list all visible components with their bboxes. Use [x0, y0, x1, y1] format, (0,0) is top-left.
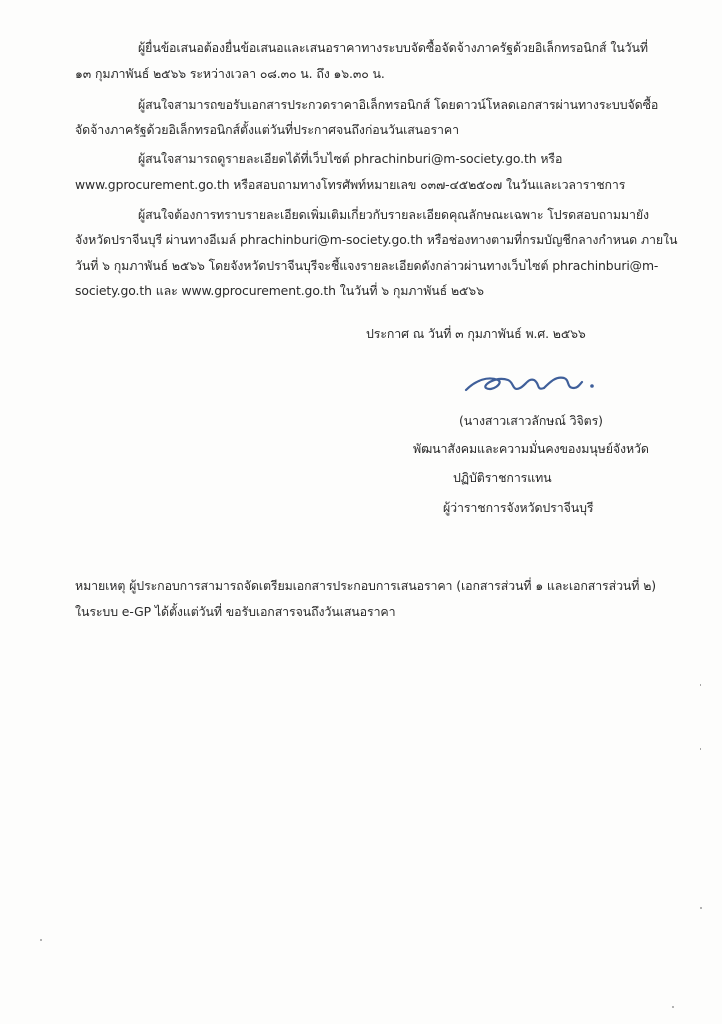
paragraph-4-line-3: วันที่ ๖ กุมภาพันธ์ ๒๕๖๖ โดยจังหวัดปราจีนบุรีจะชี้แจงรายละเอียดดังกล่าวผ่านทางเว็บไซต์ phrachinburi@m-	[75, 258, 659, 273]
note-line-2: ในระบบ e-GP ได้ตั้งแต่วันที่ ขอรับเอกสารจนถึงวันเสนอราคา	[75, 604, 396, 619]
scan-speck	[700, 684, 701, 686]
scan-speck	[700, 907, 702, 909]
paragraph-2-line-1: ผู้สนใจสามารถขอรับเอกสารประกวดราคาอิเล็กทรอนิกส์ โดยดาวน์โหลดเอกสารผ่านทางระบบจัดซื้อ	[138, 97, 659, 112]
scan-speck	[700, 748, 701, 750]
signatory-position: พัฒนาสังคมและความมั่นคงของมนุษย์จังหวัด	[413, 441, 649, 456]
scan-speck	[672, 1006, 674, 1008]
note-line-1: หมายเหตุ ผู้ประกอบการสามารถจัดเตรียมเอกสารประกอบการเสนอราคา (เอกสารส่วนที่ ๑ และเอกสารส่วนที่ ๒)	[75, 578, 657, 593]
paragraph-4-line-4: society.go.th และ www.gprocurement.go.th ในวันที่ ๖ กุมภาพันธ์ ๒๕๖๖	[75, 283, 484, 298]
paragraph-3-line-1: ผู้สนใจสามารถดูรายละเอียดได้ที่เว็บไซต์ phrachinburi@m-society.go.th หรือ	[138, 151, 563, 166]
signatory-name: (นางสาวเสาวลักษณ์ วิจิตร)	[459, 413, 603, 428]
paragraph-4-line-1: ผู้สนใจต้องการทราบรายละเอียดเพิ่มเติมเกี่ยวกับรายละเอียดคุณลักษณะเฉพาะ โปรดสอบถามมายัง	[138, 207, 649, 222]
signature-image	[462, 366, 602, 402]
paragraph-2-line-2: จัดจ้างภาครัฐด้วยอิเล็กทรอนิกส์ตั้งแต่วันที่ประกาศจนถึงก่อนวันเสนอราคา	[75, 122, 459, 137]
scan-speck	[40, 939, 42, 941]
announcement-date: ประกาศ ณ วันที่ ๓ กุมภาพันธ์ พ.ศ. ๒๕๖๖	[366, 326, 586, 341]
paragraph-3-line-2: www.gprocurement.go.th หรือสอบถามทางโทรศัพท์หมายเลข ๐๓๗-๔๕๒๕๐๗ ในวันและเวลาราชการ	[75, 177, 626, 192]
paragraph-1-line-2: ๑๓ กุมภาพันธ์ ๒๕๖๖ ระหว่างเวลา ๐๘.๓๐ น. ถึง ๑๖.๓๐ น.	[75, 66, 385, 81]
paragraph-1-line-1: ผู้ยื่นข้อเสนอต้องยื่นข้อเสนอและเสนอราคาทางระบบจัดซื้อจัดจ้างภาครัฐด้วยอิเล็กทรอนิกส์ ในวันที่	[138, 40, 648, 55]
signatory-acting: ปฏิบัติราชการแทน	[453, 470, 552, 485]
paragraph-4-line-2: จังหวัดปราจีนบุรี ผ่านทางอีเมล์ phrachinburi@m-society.go.th หรือช่องทางตามที่กรมบัญชีกลางกำหนด ภายใน	[75, 232, 678, 247]
signatory-governor: ผู้ว่าราชการจังหวัดปราจีนบุรี	[443, 500, 594, 515]
